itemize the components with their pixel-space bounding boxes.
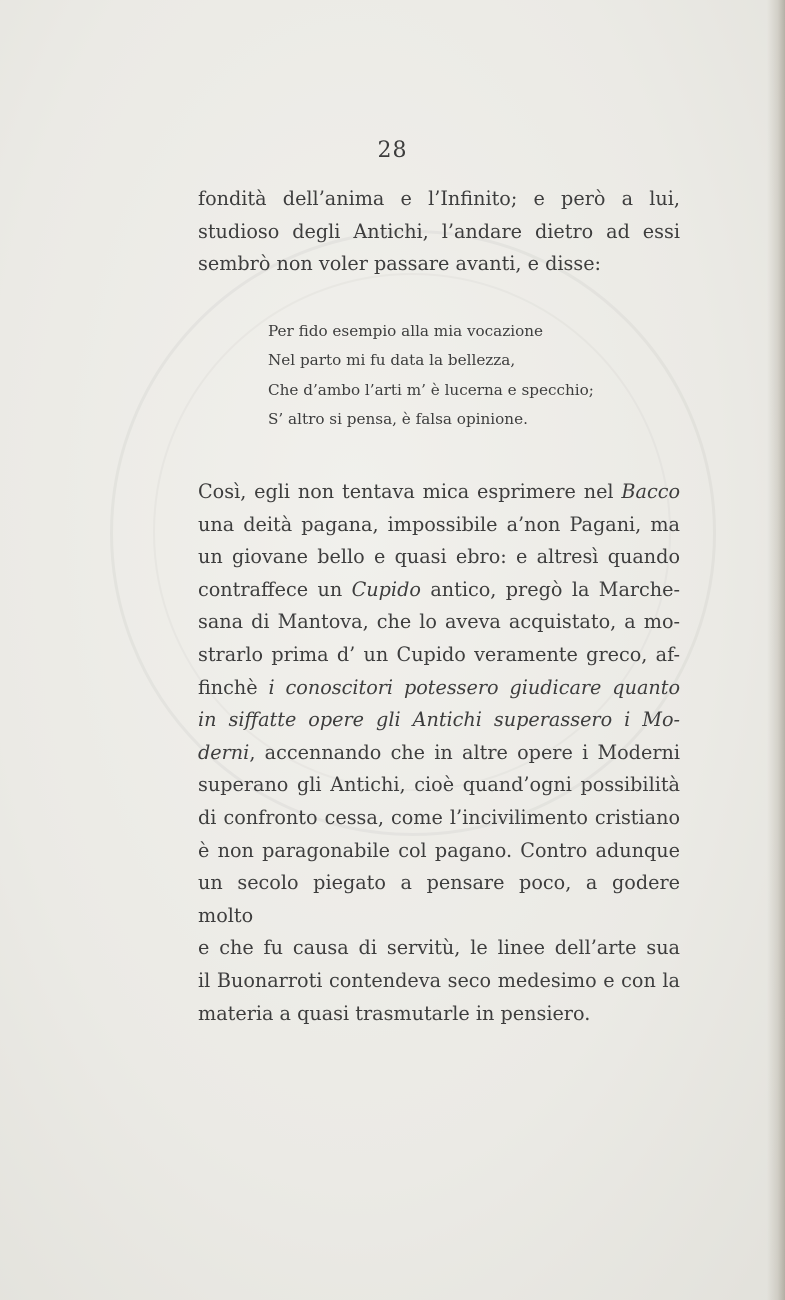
paragraph-2-line-15: il Buonarroti contendeva seco medesimo e con la: [198, 968, 680, 992]
paragraph-1-line-2: studioso degli Antichi, l’andare dietro ad essi: [198, 219, 680, 243]
italic-quotation: in siffatte opere gli Antichi superassero i Mo-: [198, 708, 680, 732]
text-run: contraffece un: [198, 577, 352, 601]
paragraph-2-line-9: [198, 737, 680, 770]
italic-quotation: derni: [198, 740, 250, 764]
paragraph-2-line-11: di confronto cessa, come l’incivilimento cristiano: [198, 805, 680, 829]
verse-quote: [268, 317, 594, 434]
verse-line-3: Che d’ambo l’arti m’ è lucerna e specchio;: [268, 380, 594, 399]
text-run: antico, pregò la Marche-: [420, 577, 681, 601]
paragraph-2-line-3: un giovane bello e quasi ebro: e altresì quando: [198, 545, 680, 569]
paragraph-1-line-1: fondità dell’anima e l’Infinito; e però a lui,: [198, 187, 680, 210]
text-run: finchè: [198, 675, 269, 699]
verse-line-2: Nel parto mi fu data la bellezza,: [268, 351, 516, 370]
verse-line-4: S’ altro si pensa, è falsa opinione.: [268, 409, 528, 428]
italic-quotation: i conoscitori potessero giudicare quanto: [268, 675, 681, 699]
paragraph-2-line-7: [198, 672, 680, 705]
paragraph-2-line-4: [198, 574, 680, 607]
paragraph-2-line-6: strarlo prima d’ un Cupido veramente greco, af-: [198, 642, 680, 666]
paragraph-2-line-2: una deità pagana, impossibile a’non Pagani, ma: [198, 512, 680, 536]
paragraph-2-line-12: è non paragonabile col pagano. Contro adunque: [198, 838, 680, 862]
text-run: , accennando che in altre opere i Moderni: [249, 740, 680, 764]
paragraph-2-line-10: superano gli Antichi, cioè quand’ogni possibilità: [198, 773, 680, 797]
paragraph-2: [198, 476, 680, 1030]
paragraph-2-line-5: sana di Mantova, che lo aveva acquistato, a mo-: [198, 610, 680, 634]
paragraph-2-line-16: materia a quasi trasmutarle in pensiero.: [198, 1001, 591, 1025]
paragraph-2-line-8: [198, 704, 680, 737]
page-edge-shadow: [767, 0, 785, 1300]
paragraph-2-line-13: un secolo piegato a pensare poco, a godere molto: [198, 871, 680, 927]
paragraph-2-line-1: [198, 476, 680, 509]
italic-title-cupido: Cupido: [351, 577, 421, 601]
page-number: 28: [377, 138, 408, 163]
verse-line-1: Per fido esempio alla mia vocazione: [268, 322, 544, 340]
paragraph-1-line-3: sembrò non voler passare avanti, e disse:: [198, 252, 602, 276]
paragraph-2-line-14: e che fu causa di servitù, le linee dell’arte sua: [198, 936, 680, 960]
italic-title-bacco: Bacco: [621, 480, 680, 503]
text-run: Così, egli non tentava mica esprimere nel: [198, 480, 622, 503]
paragraph-1: [198, 183, 680, 281]
